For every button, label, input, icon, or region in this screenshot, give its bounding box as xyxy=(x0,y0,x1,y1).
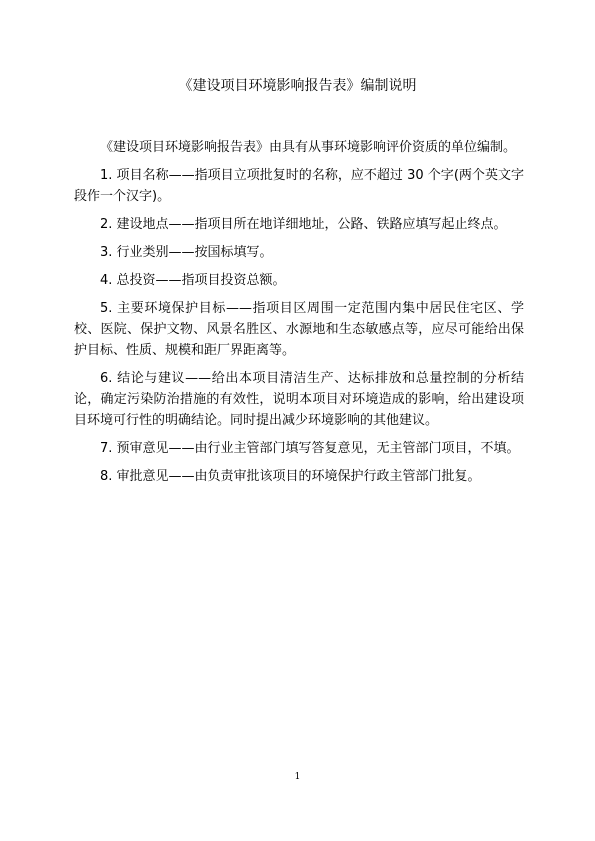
document-title: 《建设项目环境影响报告表》编制说明 xyxy=(178,78,417,94)
item-approval: 8. 审批意见——由负责审批该项目的环境保护行政主管部门批复。 xyxy=(100,469,481,484)
item-project-name: 1. 项目名称——指项目立项批复时的名称，应不超过 30 个字(两个英文字段作一个汉字)。 xyxy=(74,168,524,204)
item-protection-targets: 5. 主要环境保护目标——指项目区周围一定范围内集中居民住宅区、学校、医院、保护文物、风景名胜区、水源地和生态敏感点等，应尽可能给出保护目标、性质、规模和距厂界距离等。 xyxy=(74,301,524,358)
item-total-investment: 4. 总投资——指项目投资总额。 xyxy=(100,273,286,288)
intro-paragraph: 《建设项目环境影响报告表》由具有从事环境影响评价资质的单位编制。 xyxy=(100,140,517,155)
item-conclusions: 6. 结论与建议——给出本项目清洁生产、达标排放和总量控制的分析结论，确定污染防治措施的有效性，说明本项目对环境造成的影响，给出建设项目环境可行性的明确结论。同时提出减少环境影响的其他建议。 xyxy=(74,371,524,428)
page-number: 1 xyxy=(294,772,301,782)
item-pre-review: 7. 预审意见——由行业主管部门填写答复意见，无主管部门项目，不填。 xyxy=(100,441,520,456)
item-construction-site: 2. 建设地点——指项目所在地详细地址，公路、铁路应填写起止终点。 xyxy=(100,217,507,232)
document-body xyxy=(74,137,524,494)
item-industry-category: 3. 行业类别——按国标填写。 xyxy=(100,245,273,260)
